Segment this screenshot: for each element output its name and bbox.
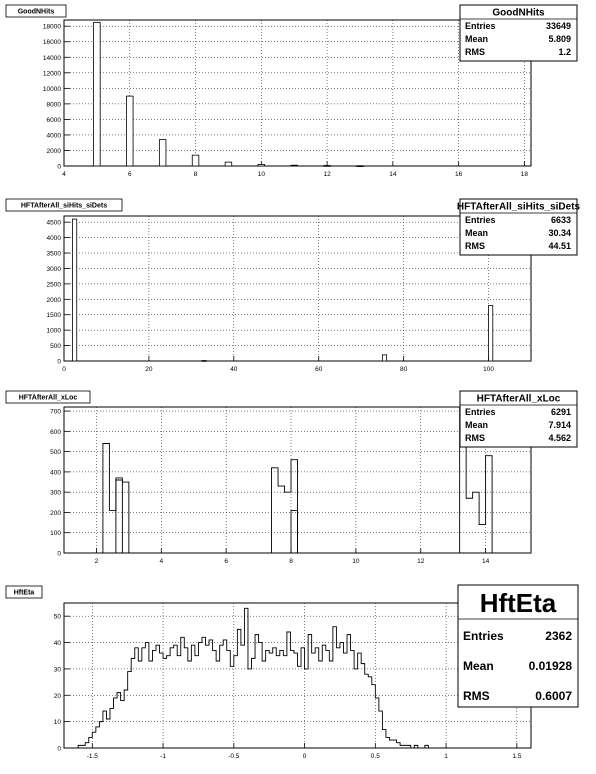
x-tick-label: 10	[352, 558, 360, 565]
y-tick-label: 10	[53, 719, 61, 727]
stats-box-title: HFTAfterAll_xLoc	[476, 393, 561, 405]
y-tick-label: 10000	[42, 85, 61, 93]
y-tick-label: 4000	[46, 132, 61, 140]
histogram-bar	[94, 22, 101, 166]
y-tick-label: 4500	[46, 219, 61, 227]
stats-box-title: HFTAfterAll_siHits_siDets	[456, 201, 581, 213]
y-tick-label: 6000	[46, 116, 61, 124]
histogram-bar	[324, 166, 331, 167]
histogram-bar	[357, 166, 364, 167]
histogram-bar	[291, 165, 298, 166]
y-tick-label: 40	[53, 640, 61, 648]
histogram-bar	[258, 164, 265, 166]
histogram-panel-2	[6, 199, 581, 373]
x-tick-label: 1.5	[512, 753, 522, 760]
histogram-title: HftEta	[13, 589, 35, 597]
stats-row-value: 5.809	[548, 34, 571, 44]
x-tick-label: 2	[94, 558, 99, 565]
histogram-title: HFTAfterAll_siHits_siDets	[20, 202, 108, 210]
stats-row-value: 0.01928	[528, 659, 572, 673]
x-tick-label: 12	[323, 171, 331, 178]
x-tick-label: 0	[302, 753, 307, 760]
y-tick-label: 100	[50, 530, 61, 538]
stats-row-label: Entries	[463, 629, 504, 643]
x-tick-label: -1.5	[86, 753, 98, 760]
stats-row-value: 0.6007	[535, 689, 572, 703]
y-tick-label: 3000	[46, 265, 61, 273]
histogram-title: GoodNHits	[17, 8, 55, 16]
histogram-bar	[126, 96, 133, 166]
histogram-bar	[225, 162, 232, 166]
x-tick-label: 10	[257, 171, 265, 178]
stats-row-label: RMS	[465, 241, 485, 251]
stats-row-value: 7.914	[548, 420, 571, 430]
stats-box-title: GoodNHits	[492, 7, 545, 19]
histogram-bar	[192, 155, 199, 166]
x-tick-label: 4	[159, 558, 164, 565]
y-tick-label: 16000	[42, 39, 61, 47]
histogram-bar	[489, 305, 493, 361]
y-tick-label: 500	[50, 343, 61, 351]
stats-row-label: Entries	[465, 215, 496, 225]
y-tick-label: 20	[53, 692, 61, 700]
y-tick-label: 2500	[46, 281, 61, 289]
histogram-panel-4	[6, 585, 578, 760]
y-tick-label: 12000	[42, 70, 61, 78]
x-tick-label: 14	[389, 171, 397, 178]
x-tick-label: 4	[62, 171, 66, 178]
stats-row-value: 33649	[545, 21, 571, 31]
x-tick-label: 0.5	[370, 753, 380, 760]
x-tick-label: 8	[289, 558, 293, 565]
x-tick-label: 12	[417, 558, 425, 565]
stats-row-label: Mean	[465, 420, 489, 430]
stats-row-value: 2362	[545, 629, 572, 643]
y-tick-label: 0	[57, 358, 61, 366]
stats-row-value: 30.34	[548, 228, 571, 238]
x-tick-label: 60	[315, 366, 323, 373]
y-tick-label: 0	[57, 163, 61, 171]
y-tick-label: 500	[50, 449, 61, 457]
stats-row-label: Mean	[465, 34, 489, 44]
histogram-bar	[159, 140, 166, 166]
y-tick-label: 0	[57, 550, 61, 558]
stats-row-value: 6633	[550, 215, 571, 225]
y-tick-label: 300	[50, 489, 61, 497]
x-tick-label: 6	[127, 171, 132, 178]
y-tick-label: 2000	[46, 147, 61, 155]
histogram-bar	[72, 219, 76, 361]
y-tick-label: 400	[50, 469, 61, 477]
stats-box-title: HftEta	[479, 588, 557, 618]
y-tick-label: 1500	[46, 312, 61, 320]
x-tick-label: 0	[62, 366, 66, 373]
y-tick-label: 200	[50, 509, 61, 517]
x-tick-label: 6	[224, 558, 228, 565]
x-tick-label: 40	[230, 366, 238, 373]
x-tick-label: 14	[481, 558, 490, 565]
x-tick-label: 18	[520, 171, 529, 178]
x-tick-label: 20	[145, 366, 153, 373]
stats-row-label: Entries	[465, 21, 496, 31]
stats-row-label: Mean	[465, 228, 489, 238]
x-tick-label: 8	[193, 171, 198, 178]
y-tick-label: 600	[50, 428, 61, 436]
y-tick-label: 14000	[42, 54, 61, 62]
histogram-bar	[202, 361, 206, 362]
histogram-title: HFTAfterAll_xLoc	[18, 394, 78, 402]
stats-row-value: 44.51	[548, 241, 571, 251]
y-tick-label: 1000	[46, 327, 61, 335]
stats-row-value: 4.562	[548, 433, 571, 443]
histogram-bar	[382, 355, 386, 361]
histogram-panel-1	[6, 5, 577, 178]
x-tick-label: 1	[444, 753, 448, 760]
x-tick-label: 16	[455, 171, 463, 178]
stats-row-label: Mean	[463, 659, 494, 673]
y-tick-label: 3500	[46, 250, 61, 258]
y-tick-label: 0	[57, 745, 61, 753]
y-tick-label: 50	[53, 613, 61, 621]
y-tick-label: 2000	[46, 296, 61, 304]
histogram-panel-3	[6, 391, 577, 565]
stats-row-label: RMS	[465, 433, 485, 443]
stats-row-label: Entries	[465, 407, 496, 417]
x-tick-label: -0.5	[228, 753, 240, 760]
y-tick-label: 700	[50, 408, 61, 416]
y-tick-label: 18000	[42, 23, 61, 31]
stats-row-value: 1.2	[558, 47, 571, 57]
x-tick-label: 80	[400, 366, 408, 373]
stats-row-value: 6291	[550, 407, 571, 417]
x-tick-label: 100	[483, 366, 494, 373]
stats-row-label: RMS	[463, 689, 490, 703]
y-tick-label: 30	[53, 666, 61, 674]
y-tick-label: 8000	[46, 101, 61, 109]
x-tick-label: -1	[160, 753, 166, 760]
stats-row-label: RMS	[465, 47, 485, 57]
y-tick-label: 4000	[46, 235, 61, 243]
